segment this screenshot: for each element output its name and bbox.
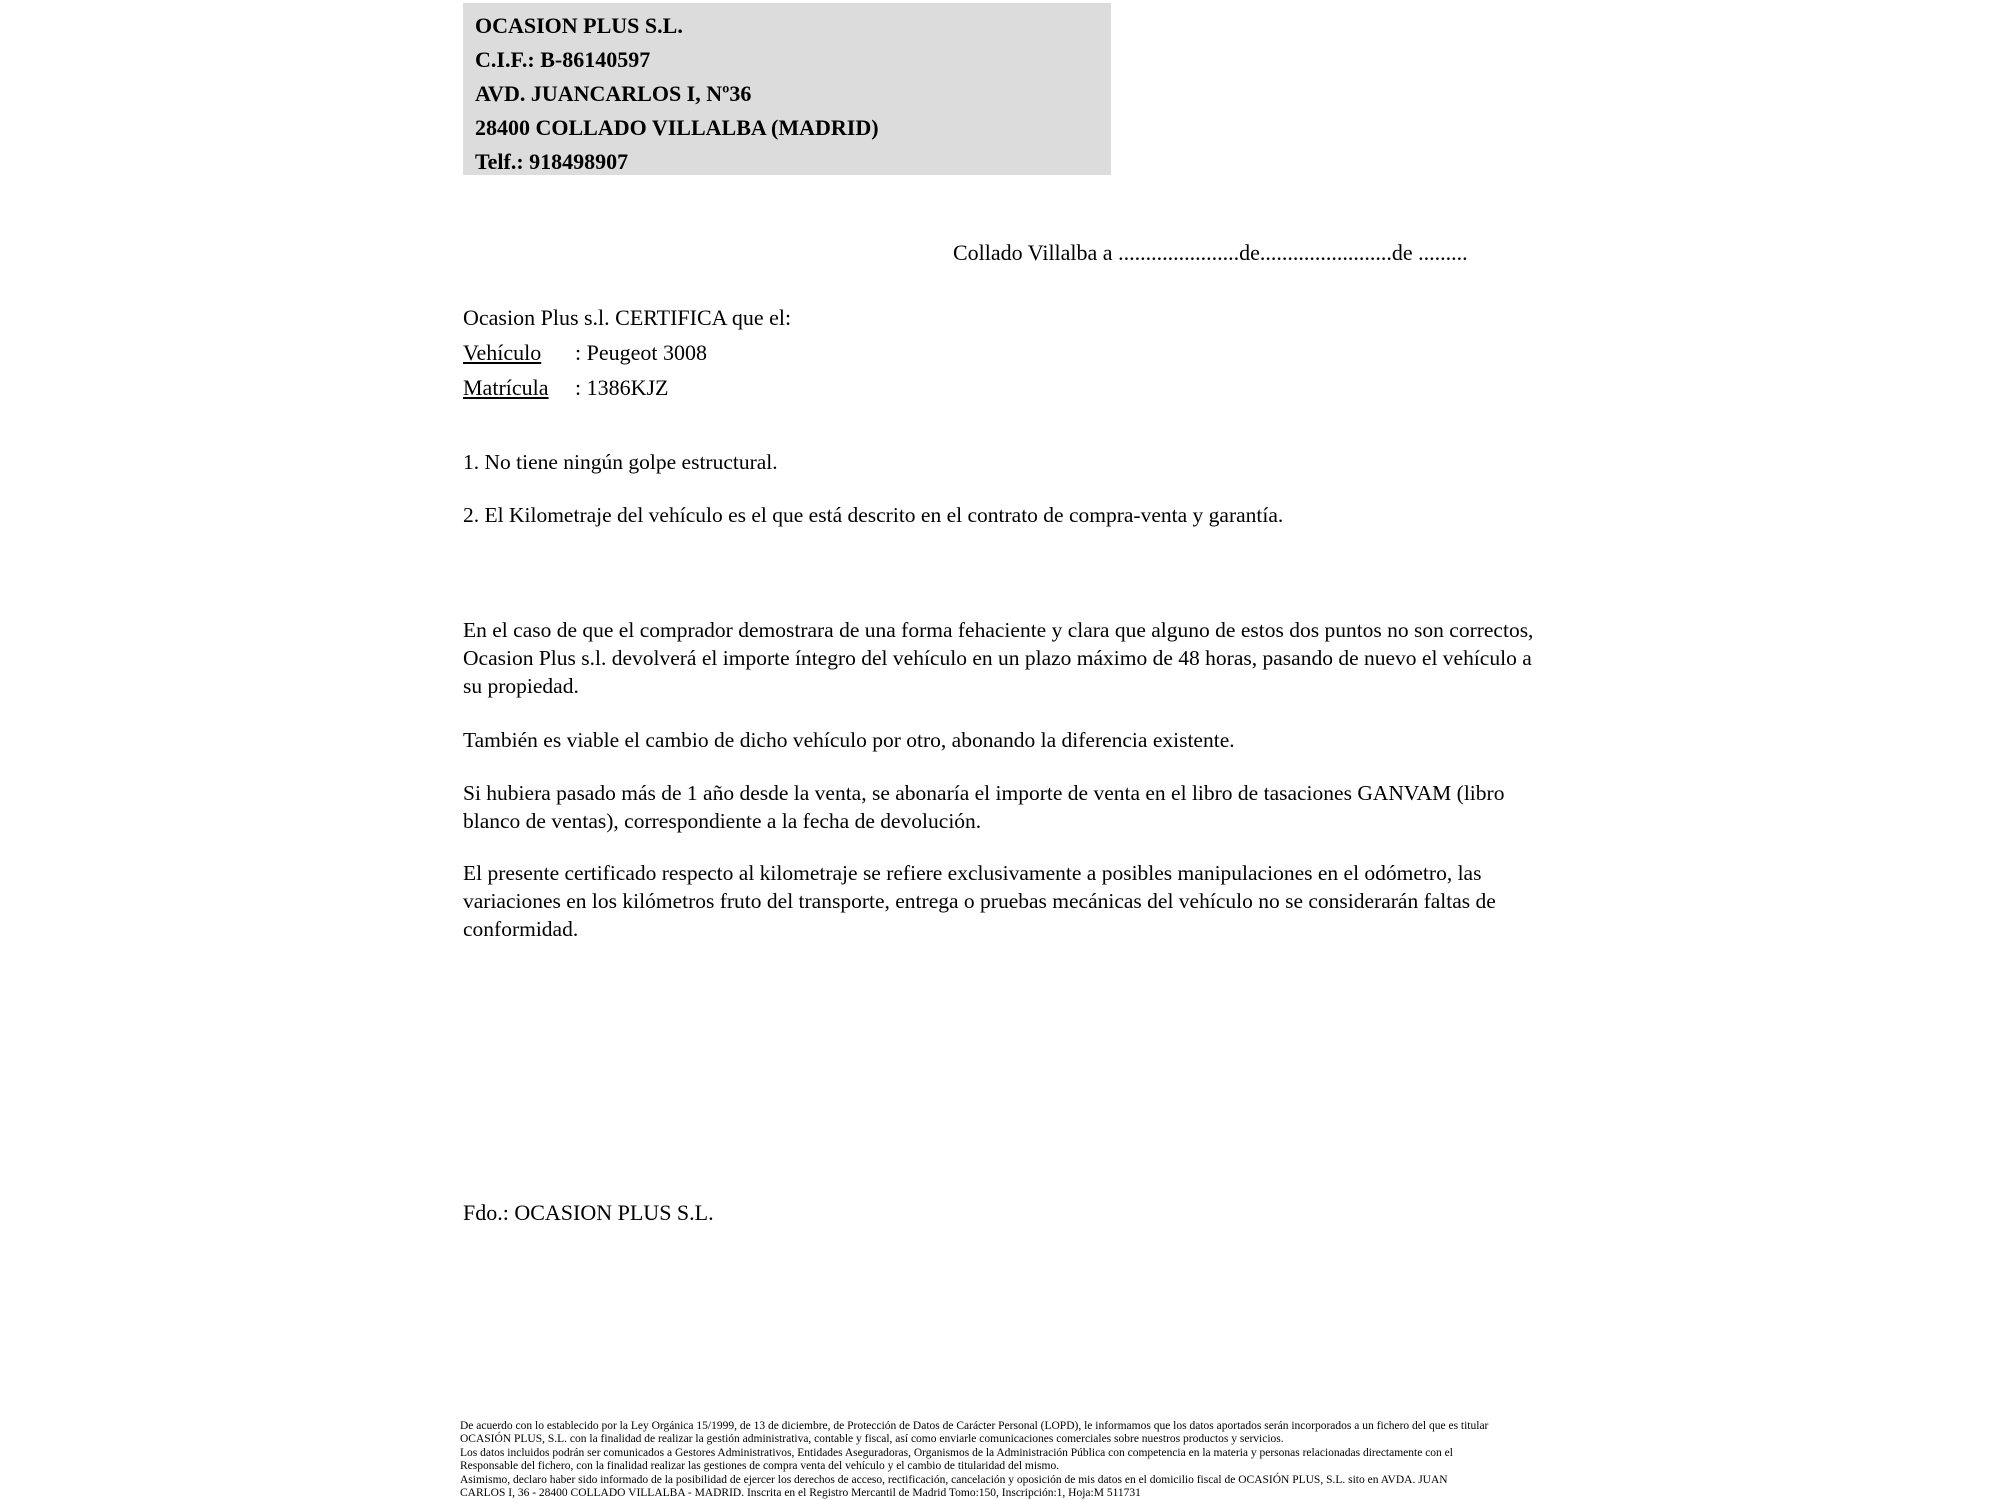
certified-point-2: 2. El Kilometraje del vehículo es el que está descrito en el contrato de compra-venta y garantía. [463, 503, 1284, 527]
ganvam-paragraph: Si hubiera pasado más de 1 año desde la venta, se abonaría el importe de venta en el libro de tasaciones GANVAM (libro blanco de ventas), correspondiente a la fecha de devolución. [463, 781, 1505, 833]
plate-label: Matrícula [463, 375, 549, 400]
company-address: AVD. JUANCARLOS I, Nº36 [475, 81, 752, 106]
legal-line: CARLOS I, 36 - 28400 COLLADO VILLALBA - MADRID. Inscrita en el Registro Mercantil de Madrid Tomo:150, Inscripción:1, Hoja:M 511731 [460, 1487, 1141, 1500]
legal-line: Responsable del fichero, con la finalidad realizar las gestiones de compra venta del vehículo y el cambio de titularidad del mismo. [460, 1460, 1060, 1473]
company-cif: C.I.F.: B-86140597 [475, 47, 651, 72]
certifica-intro: Ocasion Plus s.l. CERTIFICA que el: [463, 305, 792, 330]
company-header-box [463, 3, 1111, 175]
company-phone: Telf.: 918498907 [475, 149, 629, 174]
legal-notice [460, 1420, 1570, 1500]
company-name: OCASION PLUS S.L. [475, 13, 683, 38]
legal-line: Los datos incluidos podrán ser comunicados a Gestores Administrativos, Entidades Aseguradoras, Organismos de la Administración Pública con competencia en la materia y personas relacionadas directamente con el [460, 1446, 1453, 1459]
date-line: Collado Villalba a ......................de........................de ......... [953, 240, 1468, 265]
legal-line: OCASIÓN PLUS, S.L. con la finalidad de realizar la gestión administrativa, contable y fiscal, así como enviarle comunicaciones comerciales sobre nuestros productos y servicios. [460, 1433, 1284, 1446]
vehicle-value: : Peugeot 3008 [575, 340, 707, 365]
legal-line: Asimismo, declaro haber sido informado de la posibilidad de ejercer los derechos de acceso, rectificación, cancelación y oposición de mis datos en el domicilio fiscal de OCASIÓN PLUS, S.L. sito en AVDA. JUAN [460, 1473, 1448, 1486]
plate-row [463, 370, 791, 405]
refund-paragraph: En el caso de que el comprador demostrara de una forma fehaciente y clara que alguno de estos dos puntos no son correctos, Ocasion Plus s.l. devolverá el importe íntegro del vehículo en un plazo máximo de 48 horas, pasando de nuevo el vehículo a su propiedad. [463, 618, 1534, 698]
vehicle-row [463, 335, 791, 370]
plate-value: : 1386KJZ [575, 375, 669, 400]
exchange-paragraph: También es viable el cambio de dicho vehículo por otro, abonando la diferencia existente. [463, 728, 1235, 752]
vehicle-label: Vehículo [463, 340, 542, 365]
legal-line: De acuerdo con lo establecido por la Ley Orgánica 15/1999, de 13 de diciembre, de Protección de Datos de Carácter Personal (LOPD), le informamos que los datos aportados serán incorporados a un fichero del que es titular [460, 1420, 1489, 1432]
certified-point-1: 1. No tiene ningún golpe estructural. [463, 450, 778, 474]
odometer-paragraph: El presente certificado respecto al kilometraje se refiere exclusivamente a posibles manipulaciones en el odómetro, las variaciones en los kilómetros fruto del transporte, entrega o pruebas mecánicas del vehículo no se considerarán faltas de conformidad. [463, 861, 1496, 941]
company-city: 28400 COLLADO VILLALBA (MADRID) [475, 115, 879, 140]
signature-line: Fdo.: OCASION PLUS S.L. [463, 1200, 714, 1225]
certification-block [463, 300, 791, 405]
